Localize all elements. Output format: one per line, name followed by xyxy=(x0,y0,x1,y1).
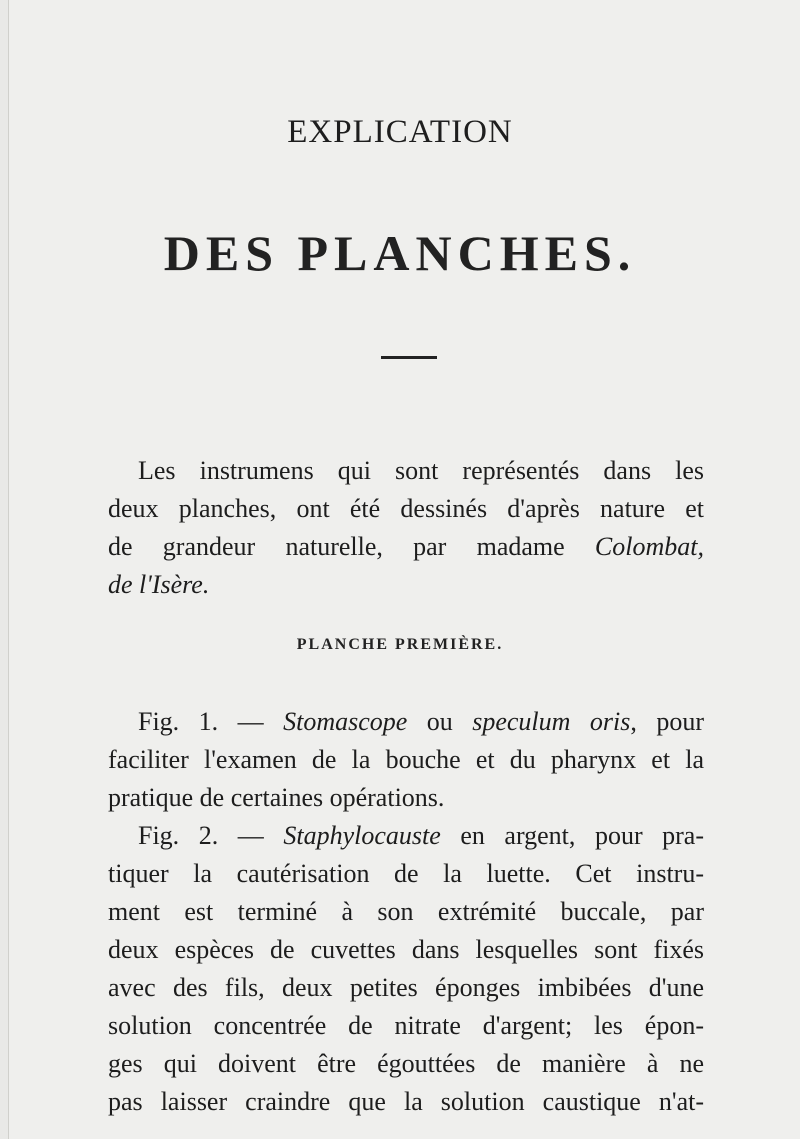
fig2-line-2: tiquer la cautérisation de la luette. Cet instru- xyxy=(108,859,704,888)
fig2-line-3: ment est terminé à son extrémité buccale, par xyxy=(108,897,704,926)
fig1-conj: ou xyxy=(407,707,473,736)
fig2-line-1 xyxy=(108,817,704,855)
fig1-paragraph xyxy=(108,703,704,817)
fig2-line-5: avec des fils, deux petites éponges imbibées d'une xyxy=(108,973,704,1002)
fig2-line-6: solution concentrée de nitrate d'argent; les épon- xyxy=(108,1011,704,1040)
fig1-line-3: pratique de certaines opérations. xyxy=(108,783,445,812)
fig2-line-4: deux espèces de cuvettes dans lesquelles sont fixés xyxy=(108,935,704,964)
intro-line-3 xyxy=(108,528,704,566)
fig1-term-speculum: speculum oris xyxy=(472,707,631,736)
fig2-term-staphylocauste: Staphylocauste xyxy=(283,821,441,850)
artist-name: Colombat, xyxy=(594,532,704,561)
page-heading-planches: DES PLANCHES. xyxy=(163,225,637,281)
intro-line-4 xyxy=(108,566,704,604)
section-title: PLANCHE PREMIÈRE. xyxy=(296,636,504,653)
fig2-line-8: pas laisser craindre que la solution caustique n'at- xyxy=(108,1087,704,1116)
decorative-rule xyxy=(381,356,437,359)
fig1-rest: , pour xyxy=(630,707,704,736)
intro-line-1: Les instrumens qui sont représentés dans les xyxy=(138,456,704,485)
fig1-term-stomascope: Stomascope xyxy=(283,707,408,736)
fig2-line-7: ges qui doivent être égouttées de manière à ne xyxy=(108,1049,704,1078)
intro-line-2: deux planches, ont été dessinés d'après nature et xyxy=(108,494,704,523)
fig1-line-1 xyxy=(108,703,704,741)
artist-origin: de l'Isère. xyxy=(108,570,210,599)
fig1-line-2: faciliter l'examen de la bouche et du pharynx et la xyxy=(108,745,704,774)
intro-line-3-text: de grandeur naturelle, par madame xyxy=(108,532,595,561)
fig2-label: Fig. 2. — xyxy=(138,821,284,850)
intro-paragraph xyxy=(108,452,704,604)
page-heading-explication: EXPLICATION xyxy=(287,114,513,150)
fig2-rest: en argent, pour pra- xyxy=(440,821,705,850)
fig2-paragraph xyxy=(108,817,704,1121)
fig1-label: Fig. 1. — xyxy=(138,707,284,736)
